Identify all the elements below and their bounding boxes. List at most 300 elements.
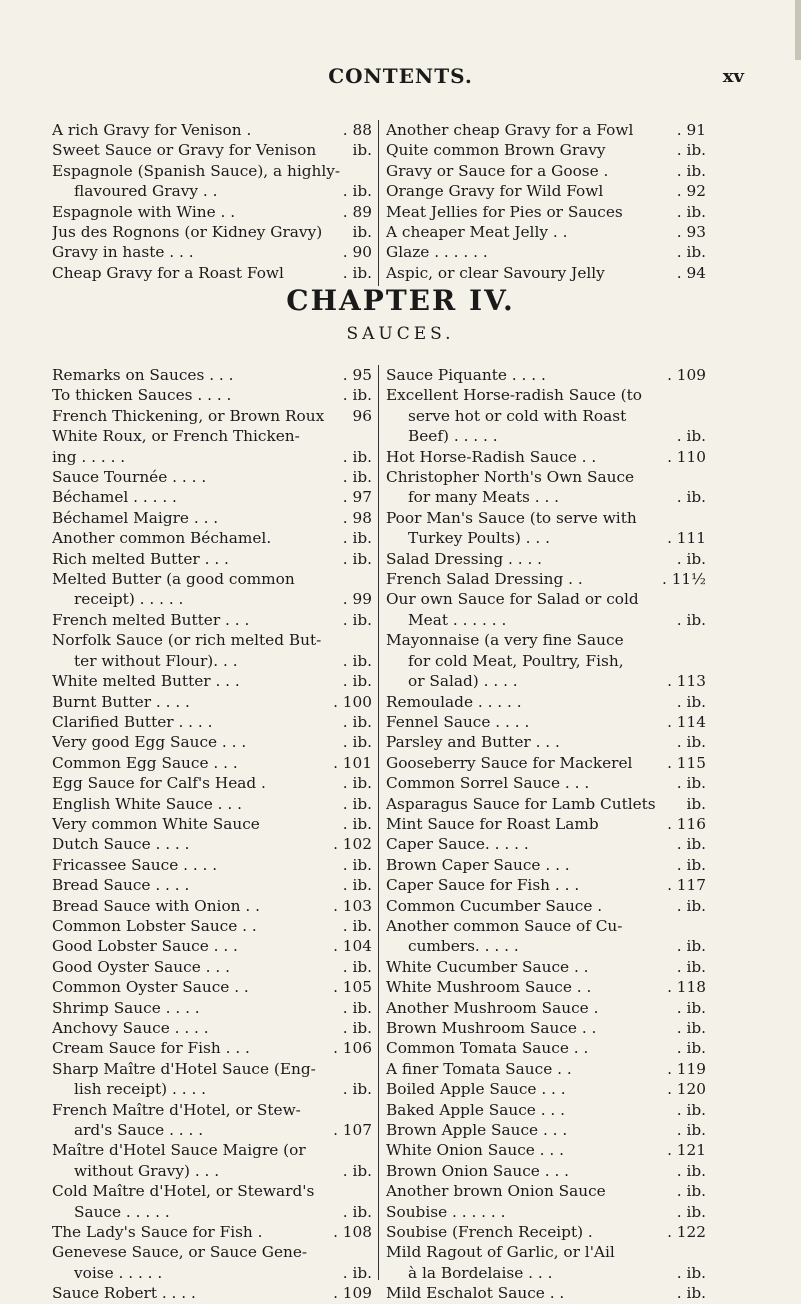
toc-entry-title: Rich melted Butter . . . — [52, 549, 229, 568]
toc-entry-title: Another common Sauce of Cu- — [386, 916, 623, 935]
toc-entry-title: Common Tomata Sauce . . — [386, 1039, 589, 1058]
toc-entry-title: Gravy in haste . . . — [52, 243, 194, 262]
toc-column-top-right — [386, 120, 706, 283]
toc-entry — [52, 753, 372, 773]
toc-entry-page: . ib. — [342, 1080, 372, 1099]
toc-entry-title: Remarks on Sauces . . . — [52, 366, 234, 384]
toc-entry-page: . ib. — [342, 447, 372, 466]
toc-entry — [52, 896, 372, 916]
toc-entry-page: . ib. — [342, 263, 372, 282]
toc-entry-page: ib. — [686, 794, 706, 813]
toc-entry — [52, 263, 372, 283]
toc-entry-page: . 106 — [333, 1039, 372, 1058]
toc-entry — [52, 569, 372, 589]
toc-entry-page: . 104 — [333, 937, 372, 956]
toc-entry — [52, 385, 372, 405]
toc-entry-title: Espagnole with Wine . . — [52, 202, 236, 221]
toc-entry-page: . 119 — [667, 1059, 706, 1078]
toc-entry — [52, 936, 372, 956]
toc-entry-title: Bread Sauce . . . . — [52, 876, 190, 895]
toc-entry-title: A finer Tomata Sauce . . — [386, 1059, 572, 1078]
toc-entry-page: . ib. — [676, 1202, 706, 1221]
toc-entry-page: . ib. — [676, 243, 706, 262]
toc-entry-page: . 105 — [333, 978, 372, 997]
toc-entry-title: Common Cucumber Sauce . — [386, 896, 603, 915]
toc-entry — [52, 222, 372, 242]
toc-entry-title: ard's Sauce . . . . — [74, 1121, 204, 1140]
toc-entry-page: . 110 — [667, 447, 706, 466]
toc-entry-page: . ib. — [676, 835, 706, 854]
toc-entry-title: Orange Gravy for Wild Fowl — [386, 182, 604, 201]
toc-entry-page: . ib. — [676, 549, 706, 568]
toc-entry-title: Good Lobster Sauce . . . — [52, 937, 238, 956]
page-number: xv — [722, 66, 744, 87]
toc-entry — [386, 814, 706, 834]
toc-entry-page: . ib. — [342, 386, 372, 405]
toc-entry-page: . 121 — [667, 1141, 706, 1160]
toc-entry-title: Remoulade . . . . . — [386, 692, 522, 711]
toc-entry — [52, 834, 372, 854]
toc-entry-page: . ib. — [676, 1019, 706, 1037]
toc-entry — [52, 1018, 372, 1038]
toc-entry-page: . 93 — [676, 223, 706, 242]
toc-entry — [52, 447, 372, 467]
toc-entry-title: Beef) . . . . . — [408, 427, 498, 446]
toc-entry-page: . 107 — [333, 1121, 372, 1140]
toc-entry-title: French Maître d'Hotel, or Stew- — [52, 1100, 301, 1119]
toc-entry-title: Salad Dressing . . . . — [386, 549, 543, 568]
toc-entry-title: French Thickening, or Brown Roux — [52, 406, 325, 425]
toc-column-right — [386, 365, 706, 1304]
toc-entry-title: Our own Sauce for Salad or cold — [386, 590, 639, 609]
toc-entry-page: . ib. — [342, 1019, 372, 1037]
toc-entry-page: . 118 — [667, 978, 706, 997]
toc-entry-title: Another common Béchamel. — [52, 529, 272, 548]
toc-entry-page: . ib. — [676, 733, 706, 752]
toc-entry — [52, 508, 372, 528]
toc-entry-title: Hot Horse-Radish Sauce . . — [386, 447, 597, 466]
toc-entry-page: . 11½ — [661, 570, 706, 589]
toc-entry — [52, 120, 372, 140]
toc-entry-page: . ib. — [676, 1161, 706, 1180]
toc-entry-title: Common Egg Sauce . . . — [52, 753, 238, 772]
toc-entry — [386, 875, 706, 895]
toc-entry — [52, 1100, 372, 1120]
toc-entry-title: Good Oyster Sauce . . . — [52, 957, 230, 976]
toc-entry-page: . 122 — [667, 1223, 706, 1242]
toc-entry — [52, 242, 372, 262]
toc-entry-page: . ib. — [676, 1284, 706, 1303]
toc-entry — [52, 630, 372, 650]
toc-entry-title: Sauce Robert . . . . — [52, 1284, 196, 1303]
toc-entry-title: Common Lobster Sauce . . — [52, 916, 257, 935]
toc-entry-page: . 116 — [667, 814, 706, 833]
toc-column-top-left — [52, 120, 372, 283]
toc-entry-title: Burnt Butter . . . . — [52, 692, 190, 711]
toc-entry — [52, 549, 372, 569]
toc-entry-page: . ib. — [342, 672, 372, 691]
toc-entry — [386, 834, 706, 854]
toc-entry — [52, 589, 372, 609]
toc-entry-page: . 109 — [667, 366, 706, 384]
toc-entry-title: Very good Egg Sauce . . . — [52, 733, 247, 752]
toc-entry-title: Common Oyster Sauce . . — [52, 978, 249, 997]
toc-entry-page: ib. — [352, 141, 372, 160]
page-edge-shadow — [795, 0, 801, 60]
toc-entry-page: . ib. — [676, 1039, 706, 1058]
toc-entry-page: . 94 — [676, 263, 706, 282]
toc-entry — [386, 365, 706, 385]
toc-entry-page: . ib. — [342, 549, 372, 568]
toc-entry — [386, 589, 706, 609]
toc-entry-title: Béchamel Maigre . . . — [52, 508, 219, 527]
toc-entry-page: . 90 — [342, 243, 372, 262]
toc-entry-title: Poor Man's Sauce (to serve with — [386, 508, 637, 527]
toc-entry — [386, 936, 706, 956]
toc-entry-title: Meat . . . . . . — [408, 610, 507, 629]
toc-entry — [386, 447, 706, 467]
toc-entry — [386, 242, 706, 262]
toc-entry-title: Parsley and Butter . . . — [386, 733, 560, 752]
toc-entry-page: . 97 — [342, 488, 372, 507]
toc-entry — [386, 712, 706, 732]
toc-entry — [52, 875, 372, 895]
toc-entry-page: . 88 — [342, 121, 372, 139]
toc-entry — [386, 957, 706, 977]
toc-entry — [386, 753, 706, 773]
toc-entry-title: Aspic, or clear Savoury Jelly — [386, 263, 605, 282]
toc-entry-title: Gravy or Sauce for a Goose . — [386, 161, 609, 180]
toc-entry-title: Meat Jellies for Pies or Sauces — [386, 202, 623, 221]
toc-entry — [52, 1202, 372, 1222]
toc-entry-page: . 91 — [676, 121, 706, 139]
toc-entry — [386, 487, 706, 507]
toc-entry — [386, 467, 706, 487]
toc-entry — [386, 916, 706, 936]
toc-entry-page: 96 — [352, 406, 372, 425]
toc-entry-page: . ib. — [676, 1182, 706, 1201]
toc-entry — [386, 1079, 706, 1099]
toc-entry — [386, 977, 706, 997]
toc-entry-title: Brown Apple Sauce . . . — [386, 1121, 568, 1140]
toc-entry — [386, 671, 706, 691]
toc-entry-title: ter without Flour). . . — [74, 651, 238, 670]
toc-entry — [52, 957, 372, 977]
toc-entry — [386, 549, 706, 569]
toc-entry-title: Maître d'Hotel Sauce Maigre (or — [52, 1141, 306, 1160]
toc-entry-title: White melted Butter . . . — [52, 672, 240, 691]
toc-entry-title: Cream Sauce for Fish . . . — [52, 1039, 250, 1058]
toc-entry-page: . ib. — [342, 957, 372, 976]
toc-entry-title: Mint Sauce for Roast Lamb — [386, 814, 599, 833]
toc-entry-page: . 99 — [342, 590, 372, 609]
toc-entry-title: à la Bordelaise . . . — [408, 1263, 553, 1282]
toc-entry-title: To thicken Sauces . . . . — [52, 386, 232, 405]
toc-entry — [386, 896, 706, 916]
toc-entry-title: Sharp Maître d'Hotel Sauce (Eng- — [52, 1059, 316, 1078]
toc-entry-title: Brown Caper Sauce . . . — [386, 855, 570, 874]
toc-entry — [386, 508, 706, 528]
toc-entry — [52, 671, 372, 691]
toc-entry — [386, 1242, 706, 1262]
toc-entry-title: English White Sauce . . . — [52, 794, 242, 813]
toc-entry-title: Sauce Tournée . . . . — [52, 468, 207, 487]
toc-entry — [386, 528, 706, 548]
toc-entry-title: Egg Sauce for Calf's Head . — [52, 774, 266, 793]
toc-entry — [52, 814, 372, 834]
toc-entry-page: . 115 — [667, 753, 706, 772]
toc-entry-page: . 89 — [342, 202, 372, 221]
toc-entry — [386, 1222, 706, 1242]
toc-entry-title: Christopher North's Own Sauce — [386, 468, 635, 487]
toc-entry — [386, 1140, 706, 1160]
toc-entry — [52, 712, 372, 732]
toc-entry — [386, 1283, 706, 1303]
toc-entry — [52, 1242, 372, 1262]
toc-entry — [52, 916, 372, 936]
toc-entry-page: . ib. — [342, 855, 372, 874]
toc-entry — [52, 426, 372, 446]
toc-entry — [386, 610, 706, 630]
toc-entry-page: . ib. — [342, 916, 372, 935]
toc-entry-title: flavoured Gravy . . — [74, 182, 218, 201]
toc-entry — [52, 1120, 372, 1140]
toc-entry-title: French Salad Dressing . . — [386, 570, 583, 589]
toc-entry-title: serve hot or cold with Roast — [408, 406, 627, 425]
toc-entry-page: . ib. — [342, 468, 372, 487]
toc-entry-page: . ib. — [342, 651, 372, 670]
toc-entry-title: Soubise . . . . . . — [386, 1202, 506, 1221]
toc-entry-title: voise . . . . . — [74, 1263, 163, 1282]
toc-entry-page: . ib. — [342, 1263, 372, 1282]
toc-entry-page: . 95 — [342, 366, 372, 384]
toc-entry-page: . 114 — [667, 712, 706, 731]
toc-entry — [52, 998, 372, 1018]
toc-entry-title: receipt) . . . . . — [74, 590, 184, 609]
toc-entry-title: Cold Maître d'Hotel, or Steward's — [52, 1182, 315, 1201]
toc-entry-title: White Onion Sauce . . . — [386, 1141, 564, 1160]
toc-entry-title: lish receipt) . . . . — [74, 1080, 207, 1099]
toc-entry-title: for many Meats . . . — [408, 488, 560, 507]
toc-entry — [386, 1202, 706, 1222]
toc-entry — [386, 732, 706, 752]
toc-entry-page: . ib. — [342, 529, 372, 548]
toc-entry-page: . ib. — [342, 794, 372, 813]
header-title: CONTENTS. — [328, 64, 473, 88]
toc-entry-title: Very common White Sauce — [52, 814, 260, 833]
toc-entry — [386, 1263, 706, 1283]
toc-entry — [52, 651, 372, 671]
toc-entry — [386, 181, 706, 201]
toc-entry — [386, 651, 706, 671]
toc-entry-page: . 117 — [667, 876, 706, 895]
column-divider-main — [378, 365, 379, 1280]
toc-entry — [386, 692, 706, 712]
toc-entry-title: Another Mushroom Sauce . — [386, 998, 599, 1017]
toc-entry — [52, 1263, 372, 1283]
toc-entry — [52, 692, 372, 712]
toc-entry-page: . 100 — [333, 692, 372, 711]
toc-entry-title: Melted Butter (a good common — [52, 570, 295, 589]
toc-entry — [52, 977, 372, 997]
toc-entry — [386, 1038, 706, 1058]
toc-entry-title: Asparagus Sauce for Lamb Cutlets — [386, 794, 656, 813]
toc-entry-title: for cold Meat, Poultry, Fish, — [408, 651, 624, 670]
toc-entry-page: . 108 — [333, 1223, 372, 1242]
toc-entry-page: . ib. — [676, 1100, 706, 1119]
toc-entry-title: Turkey Poults) . . . — [408, 529, 550, 548]
running-header — [0, 64, 801, 94]
toc-entry-page: . 92 — [676, 182, 706, 201]
toc-entry — [386, 569, 706, 589]
toc-entry — [52, 1181, 372, 1201]
toc-entry-page: . ib. — [342, 1202, 372, 1221]
toc-entry-page: . ib. — [676, 161, 706, 180]
toc-entry-title: Espagnole (Spanish Sauce), a highly- — [52, 161, 341, 180]
toc-entry-page: . ib. — [342, 733, 372, 752]
toc-entry-title: Gooseberry Sauce for Mackerel — [386, 753, 633, 772]
toc-entry — [386, 1059, 706, 1079]
toc-entry-title: Another brown Onion Sauce — [386, 1182, 606, 1201]
toc-entry-title: Mayonnaise (a very fine Sauce — [386, 631, 624, 650]
toc-entry-page: . ib. — [676, 774, 706, 793]
toc-entry-title: without Gravy) . . . — [74, 1161, 220, 1180]
toc-entry — [386, 998, 706, 1018]
toc-entry-title: French melted Butter . . . — [52, 610, 250, 629]
toc-entry — [52, 773, 372, 793]
toc-entry-title: or Salad) . . . . — [408, 672, 518, 691]
toc-entry-title: Fennel Sauce . . . . — [386, 712, 530, 731]
toc-entry — [52, 855, 372, 875]
toc-entry — [52, 794, 372, 814]
toc-entry-title: ing . . . . . — [52, 447, 126, 466]
toc-entry — [386, 140, 706, 160]
toc-entry-title: Excellent Horse-radish Sauce (to — [386, 386, 642, 405]
toc-entry — [52, 1059, 372, 1079]
toc-entry-page: . ib. — [676, 202, 706, 221]
toc-entry — [52, 1161, 372, 1181]
toc-entry — [52, 467, 372, 487]
toc-entry — [386, 161, 706, 181]
column-divider-top — [378, 120, 379, 286]
toc-entry — [52, 140, 372, 160]
toc-entry — [52, 528, 372, 548]
toc-entry-page: . ib. — [342, 876, 372, 895]
toc-entry — [386, 263, 706, 283]
toc-entry — [386, 426, 706, 446]
toc-entry — [386, 855, 706, 875]
toc-entry-title: Jus des Rognons (or Kidney Gravy) — [52, 223, 323, 242]
toc-entry-title: Brown Mushroom Sauce . . — [386, 1019, 597, 1037]
toc-entry-page: . ib. — [676, 488, 706, 507]
toc-entry-page: . ib. — [676, 427, 706, 446]
toc-entry — [52, 365, 372, 385]
toc-entry-page: . 103 — [333, 896, 372, 915]
toc-entry — [386, 385, 706, 405]
toc-entry-page: . 120 — [667, 1080, 706, 1099]
toc-entry-title: Caper Sauce for Fish . . . — [386, 876, 580, 895]
section-heading: SAUCES. — [346, 324, 455, 344]
toc-entry-title: A cheaper Meat Jelly . . — [386, 223, 568, 242]
toc-entry-title: White Cucumber Sauce . . — [386, 957, 589, 976]
toc-entry-page: . 109 — [333, 1284, 372, 1303]
toc-entry — [386, 630, 706, 650]
toc-entry-title: Bread Sauce with Onion . . — [52, 896, 260, 915]
toc-entry-page: . ib. — [342, 814, 372, 833]
toc-entry-title: Boiled Apple Sauce . . . — [386, 1080, 566, 1099]
toc-entry-title: Common Sorrel Sauce . . . — [386, 774, 590, 793]
toc-entry — [386, 406, 706, 426]
toc-column-left — [52, 365, 372, 1304]
toc-entry-title: Soubise (French Receipt) . — [386, 1223, 593, 1242]
toc-entry-page: . ib. — [342, 998, 372, 1017]
toc-entry-title: Shrimp Sauce . . . . — [52, 998, 200, 1017]
toc-entry-title: Quite common Brown Gravy — [386, 141, 606, 160]
toc-entry — [386, 1100, 706, 1120]
toc-entry — [386, 1161, 706, 1181]
toc-entry-page: . 102 — [333, 835, 372, 854]
toc-entry — [52, 161, 372, 181]
toc-entry-title: White Roux, or French Thicken- — [52, 427, 300, 446]
toc-entry-title: A rich Gravy for Venison . — [52, 121, 252, 139]
toc-entry — [52, 181, 372, 201]
toc-entry-page: . ib. — [342, 1161, 372, 1180]
toc-entry-title: Fricassee Sauce . . . . — [52, 855, 218, 874]
toc-entry-title: Béchamel . . . . . — [52, 488, 177, 507]
toc-entry — [386, 202, 706, 222]
toc-entry-page: ib. — [352, 223, 372, 242]
toc-entry-page: . ib. — [676, 896, 706, 915]
toc-entry-page: . 113 — [667, 672, 706, 691]
toc-entry-title: Sauce . . . . . — [74, 1202, 170, 1221]
toc-entry-title: Sauce Piquante . . . . — [386, 366, 546, 384]
toc-entry — [386, 794, 706, 814]
toc-entry-title: Caper Sauce. . . . . — [386, 835, 529, 854]
toc-entry-page: . ib. — [676, 855, 706, 874]
toc-entry — [52, 1038, 372, 1058]
toc-entry — [386, 773, 706, 793]
toc-entry-title: Brown Onion Sauce . . . — [386, 1161, 570, 1180]
toc-entry-page: . ib. — [342, 712, 372, 731]
toc-entry — [52, 1283, 372, 1303]
toc-entry-page: . ib. — [342, 774, 372, 793]
toc-entry-page: . ib. — [676, 957, 706, 976]
toc-entry-title: Another cheap Gravy for a Fowl — [386, 121, 634, 139]
toc-entry — [52, 406, 372, 426]
toc-entry — [386, 1181, 706, 1201]
toc-entry — [52, 202, 372, 222]
toc-entry-title: Mild Eschalot Sauce . . — [386, 1284, 565, 1303]
toc-entry-page: . ib. — [676, 610, 706, 629]
toc-entry-title: Sweet Sauce or Gravy for Venison — [52, 141, 317, 160]
toc-entry-page: . 101 — [333, 753, 372, 772]
toc-entry-title: Glaze . . . . . . — [386, 243, 488, 262]
toc-entry-title: Clarified Butter . . . . — [52, 712, 213, 731]
toc-entry-title: Norfolk Sauce (or rich melted But- — [52, 631, 322, 650]
toc-entry-page: . ib. — [676, 937, 706, 956]
toc-entry-title: Cheap Gravy for a Roast Fowl — [52, 263, 284, 282]
toc-entry-page: . ib. — [676, 998, 706, 1017]
toc-entry-title: cumbers. . . . . — [408, 937, 519, 956]
toc-entry-page: . 98 — [342, 508, 372, 527]
toc-entry — [386, 1018, 706, 1038]
chapter-heading: CHAPTER IV. — [286, 284, 515, 317]
toc-entry-page: . ib. — [676, 692, 706, 711]
toc-entry — [52, 487, 372, 507]
toc-entry-title: White Mushroom Sauce . . — [386, 978, 592, 997]
toc-entry-page: . ib. — [342, 610, 372, 629]
toc-entry-title: Anchovy Sauce . . . . — [52, 1019, 209, 1037]
